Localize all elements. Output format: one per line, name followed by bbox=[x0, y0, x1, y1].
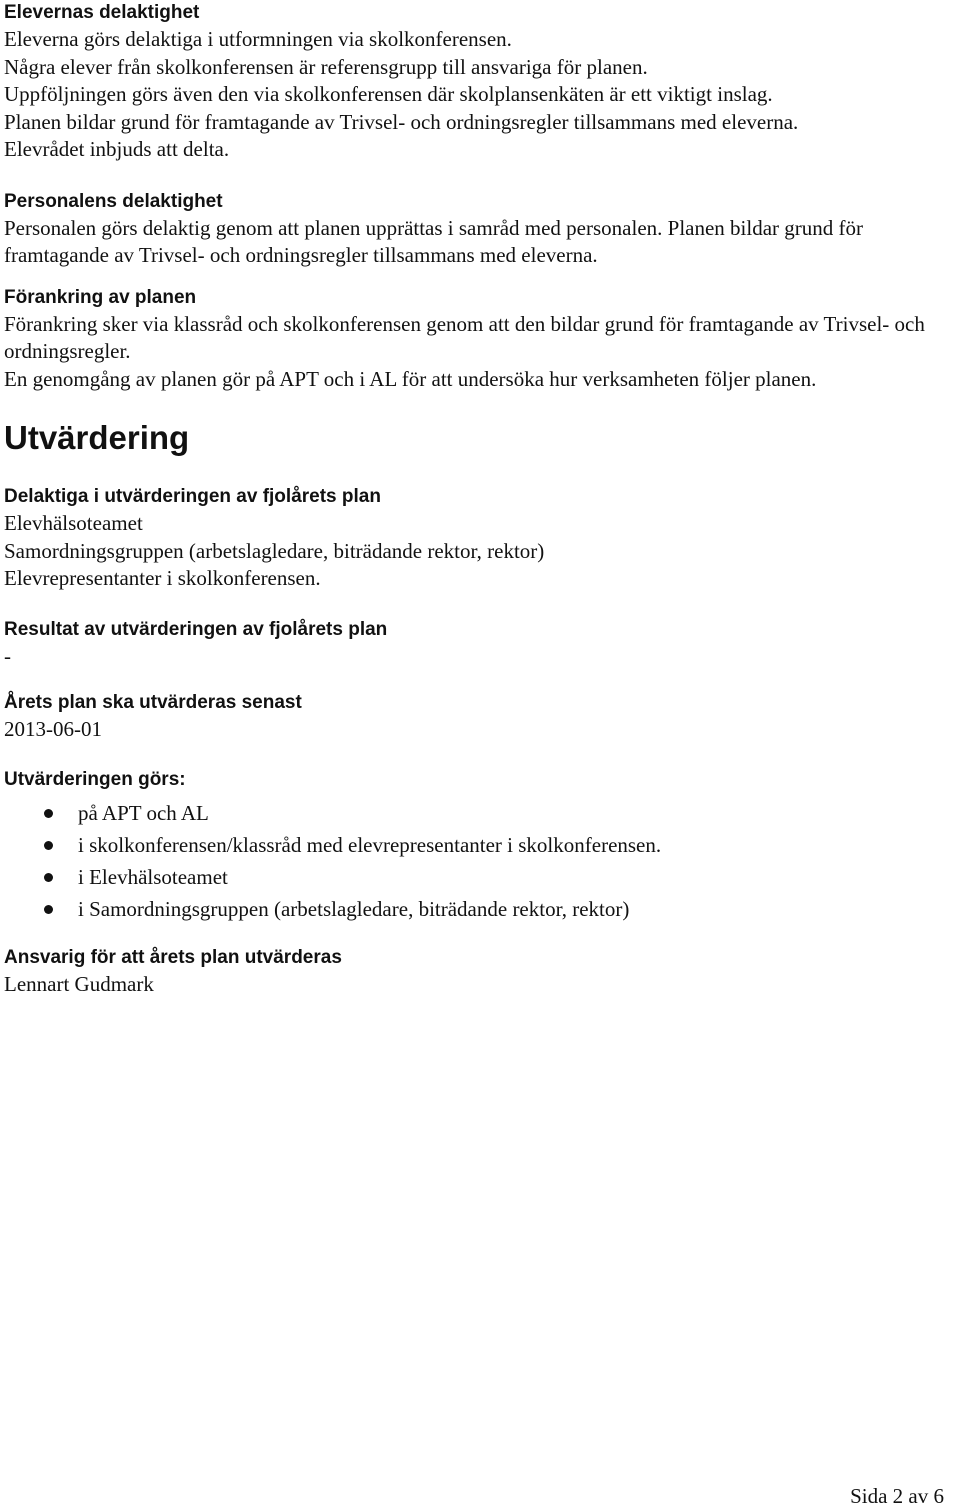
section-elevernas-delaktighet bbox=[4, 0, 956, 164]
text-line: Samordningsgruppen (arbetslagledare, biträdande rektor, rektor) bbox=[4, 538, 545, 563]
section-forankring bbox=[4, 285, 956, 394]
resultat-value: - bbox=[4, 643, 11, 668]
heading-utvarderingen-gors: Utvärderingen görs: bbox=[4, 768, 186, 790]
section-senast bbox=[4, 690, 956, 744]
heading-senast: Årets plan ska utvärderas senast bbox=[4, 692, 302, 713]
text-line: Några elever från skolkonferensen är referensgrupp till ansvariga för planen. bbox=[4, 54, 648, 79]
paragraph-personalens: Personalen görs delaktig genom att planen upprättas i samråd med personalen. Planen bildar grund för framtagande av Trivsel- och ordningsregler tillsammans med eleverna. bbox=[4, 215, 864, 267]
responsible-name: Lennart Gudmark bbox=[4, 971, 154, 996]
section-personalens-delaktighet bbox=[4, 189, 956, 270]
list-item bbox=[4, 797, 956, 829]
bullet-icon bbox=[44, 809, 53, 818]
section-delaktiga bbox=[4, 484, 956, 593]
section-resultat bbox=[4, 617, 956, 671]
heading-personalens-delaktighet: Personalens delaktighet bbox=[4, 190, 223, 212]
document-page bbox=[4, 0, 956, 998]
list-item-text: på APT och AL bbox=[78, 800, 209, 825]
heading-forankring: Förankring av planen bbox=[4, 286, 197, 308]
bullet-list bbox=[4, 797, 956, 925]
list-item-text: i Elevhälsoteamet bbox=[78, 864, 228, 889]
bullet-icon bbox=[44, 905, 53, 914]
list-item-text: i skolkonferensen/klassråd med elevrepresentanter i skolkonferensen. bbox=[78, 832, 662, 857]
list-item bbox=[4, 829, 956, 861]
heading-ansvarig: Ansvarig för att årets plan utvärderas bbox=[4, 946, 342, 968]
page-number: Sida 2 av 6 bbox=[850, 1484, 944, 1508]
evaluation-date: 2013-06-01 bbox=[4, 717, 102, 741]
heading-resultat: Resultat av utvärderingen av fjolårets plan bbox=[4, 618, 388, 640]
paragraph-forankring: Förankring sker via klassråd och skolkonferensen genom att den bildar grund för framtagande av Trivsel- och ordningsregler. bbox=[4, 311, 925, 363]
list-item bbox=[4, 861, 956, 893]
bullet-icon bbox=[44, 841, 53, 850]
section-ansvarig bbox=[4, 945, 956, 999]
list-item bbox=[4, 893, 956, 925]
text-line: Uppföljningen görs även den via skolkonferensen där skolplansenkäten är ett viktigt inslag. bbox=[4, 82, 773, 106]
heading-elevernas-delaktighet: Elevernas delaktighet bbox=[4, 2, 200, 23]
section-utvarderingen-gors bbox=[4, 767, 956, 925]
paragraph-genomgang: En genomgång av planen gör på APT och i AL för att undersöka hur verksamheten följer planen. bbox=[4, 366, 817, 391]
page-title-utvardering: Utvärdering bbox=[4, 419, 190, 456]
bullet-icon bbox=[44, 873, 53, 882]
text-line: Eleverna görs delaktiga i utformningen via skolkonferensen. bbox=[4, 27, 512, 51]
text-line: Planen bildar grund för framtagande av Trivsel- och ordningsregler tillsammans med eleverna. bbox=[4, 109, 799, 134]
text-line: Elevrådet inbjuds att delta. bbox=[4, 137, 230, 161]
text-line: Elevrepresentanter i skolkonferensen. bbox=[4, 566, 321, 590]
text-line: Elevhälsoteamet bbox=[4, 511, 143, 535]
list-item-text: i Samordningsgruppen (arbetslagledare, biträdande rektor, rektor) bbox=[78, 896, 630, 921]
heading-delaktiga: Delaktiga i utvärderingen av fjolårets plan bbox=[4, 486, 381, 507]
